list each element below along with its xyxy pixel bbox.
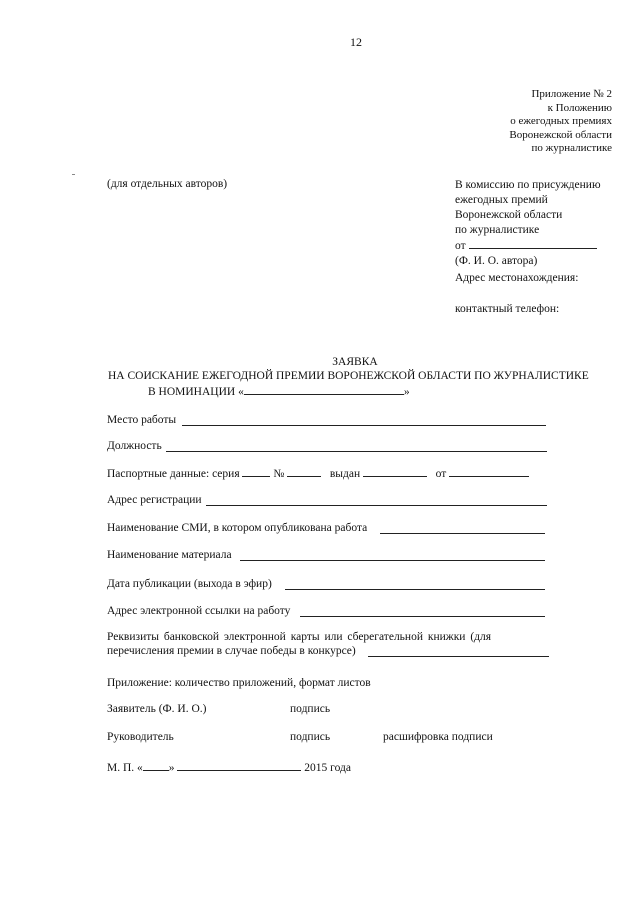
passport-no-label: № — [273, 468, 285, 480]
passport-row — [107, 466, 529, 480]
for-authors-label: (для отдельных авторов) — [107, 178, 228, 190]
phone-label: контактный телефон: — [455, 303, 560, 315]
attachment-label: Приложение: количество приложений, формат листов — [107, 677, 371, 689]
nomination-blank[interactable] — [244, 384, 404, 395]
head-label: Руководитель — [107, 731, 174, 743]
passport-issued-label: выдан — [329, 468, 361, 480]
appendix-line: по журналистике — [531, 142, 612, 154]
passport-from-label: от — [435, 468, 447, 480]
addressee-block — [455, 178, 601, 269]
margin-mark — [72, 174, 75, 175]
addressee-line: ежегодных премий — [455, 194, 548, 206]
stamp-prefix: М. П. « — [107, 762, 143, 774]
addressee-from: от — [455, 240, 466, 252]
position-label: Должность — [107, 440, 162, 452]
stamp-row — [107, 760, 351, 774]
nomination-suffix: » — [403, 386, 410, 398]
pub-date-blank[interactable] — [285, 589, 545, 590]
addressee-line: Воронежской области — [455, 209, 563, 221]
link-blank[interactable] — [300, 616, 545, 617]
passport-issued-blank[interactable] — [363, 466, 427, 477]
nomination-row — [148, 384, 410, 398]
head-sign-label: подпись — [290, 731, 331, 743]
passport-date-blank[interactable] — [449, 466, 529, 477]
addressee-line: по журналистике — [455, 224, 540, 236]
bank-line1: Реквизиты банковской электронной карты или сберегательной книжки (для — [107, 631, 492, 643]
position-blank[interactable] — [166, 451, 547, 452]
applicant-label: Заявитель (Ф. И. О.) — [107, 703, 207, 715]
link-label: Адрес электронной ссылки на работу — [107, 605, 291, 617]
head-decode-label: расшифровка подписи — [383, 731, 493, 743]
stamp-month-blank[interactable] — [177, 760, 301, 771]
registration-label: Адрес регистрации — [107, 494, 202, 506]
stamp-year: 2015 года — [304, 762, 351, 774]
bank-line2: перечисления премии в случае победы в конкурсе) — [107, 645, 356, 657]
author-fio-blank[interactable] — [469, 238, 597, 249]
passport-series-blank[interactable] — [242, 466, 270, 477]
applicant-sign-label: подпись — [290, 703, 331, 715]
passport-series-label: Паспортные данные: серия — [107, 468, 240, 480]
appendix-line: Воронежской области — [509, 128, 612, 141]
registration-blank[interactable] — [206, 505, 547, 506]
nomination-prefix: В НОМИНАЦИИ « — [148, 386, 244, 398]
addressee-line: В комиссию по присуждению — [455, 179, 601, 191]
pub-date-label: Дата публикации (выхода в эфир) — [107, 578, 272, 590]
appendix-line: о ежегодных премиях — [510, 115, 612, 127]
media-blank[interactable] — [380, 533, 545, 534]
stamp-mid: » — [168, 762, 175, 774]
title-zayavka: ЗАЯВКА — [332, 356, 378, 368]
workplace-blank[interactable] — [182, 425, 546, 426]
appendix-line: Приложение № 2 — [531, 88, 612, 100]
passport-number-blank[interactable] — [287, 466, 321, 477]
appendix-line: к Положению — [547, 101, 612, 114]
title-line2: НА СОИСКАНИЕ ЕЖЕГОДНОЙ ПРЕМИИ ВОРОНЕЖСКОЙ ОБЛАСТИ ПО ЖУРНАЛИСТИКЕ — [108, 370, 589, 382]
media-label: Наименование СМИ, в котором опубликована работа — [107, 522, 368, 534]
workplace-label: Место работы — [107, 414, 177, 426]
appendix-block — [509, 88, 612, 156]
page-number: 12 — [350, 35, 362, 49]
stamp-day-blank[interactable] — [143, 760, 169, 771]
material-blank[interactable] — [240, 560, 545, 561]
location-label: Адрес местонахождения: — [455, 272, 579, 284]
addressee-from-row — [455, 238, 601, 254]
bank-blank[interactable] — [368, 656, 549, 657]
addressee-fio-caption: (Ф. И. О. автора) — [455, 255, 538, 267]
material-label: Наименование материала — [107, 549, 232, 561]
